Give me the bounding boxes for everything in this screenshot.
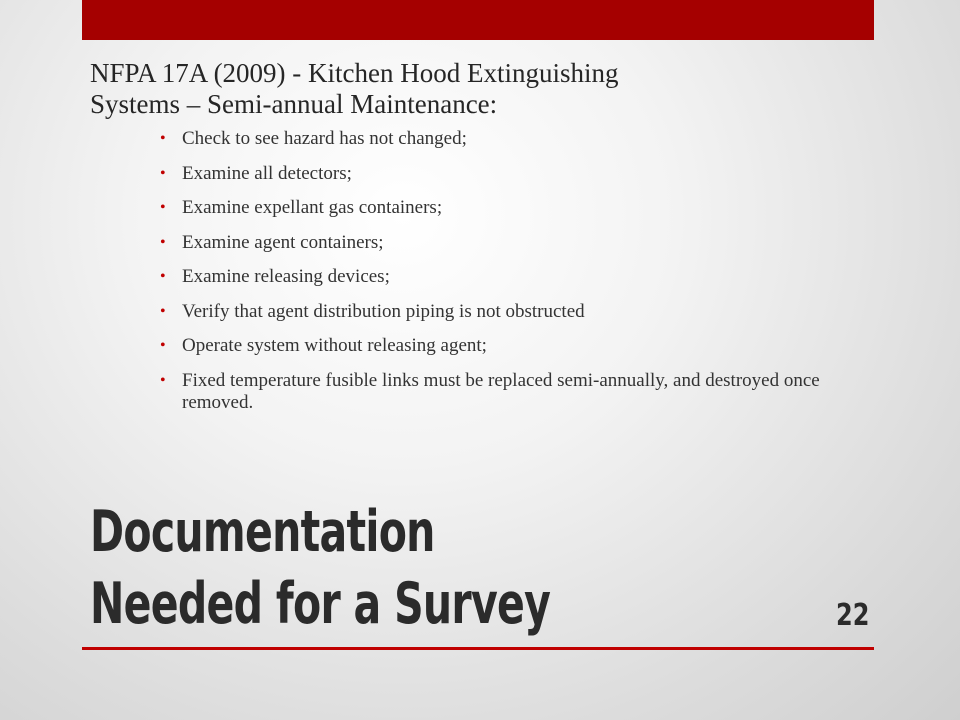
- slide-body: [90, 58, 870, 426]
- bullet-icon: •: [160, 337, 166, 354]
- list-item-text: Operate system without releasing agent;: [182, 335, 487, 356]
- list-item: [160, 128, 870, 150]
- bullet-icon: •: [160, 371, 166, 389]
- slide-title-line-1: Documentation: [90, 499, 435, 565]
- list-item-text: Examine releasing devices;: [182, 266, 390, 287]
- slide-number: 22: [836, 598, 870, 633]
- bullet-icon: •: [160, 268, 166, 285]
- list-item: [160, 197, 870, 219]
- list-item: [160, 370, 870, 414]
- top-accent-bar: [82, 0, 874, 40]
- bullet-icon: •: [160, 233, 166, 251]
- list-item-text: Examine all detectors;: [182, 162, 352, 184]
- bullet-icon: •: [160, 199, 166, 216]
- list-item-text: Verify that agent distribution piping is not obstructed: [182, 300, 585, 322]
- list-item: [160, 266, 870, 288]
- list-item-text: Examine agent containers;: [182, 231, 384, 253]
- intro-heading: [90, 58, 870, 120]
- bullet-icon: •: [160, 130, 166, 147]
- list-item-text: Check to see hazard has not changed;: [182, 128, 467, 149]
- maintenance-list: [90, 128, 870, 414]
- list-item: [160, 301, 870, 323]
- list-item: [160, 335, 870, 357]
- slide-title-line-2: Needed for a Survey: [90, 571, 551, 637]
- intro-line-1: NFPA 17A (2009) - Kitchen Hood Extinguishing: [90, 58, 619, 88]
- list-item: [160, 163, 870, 185]
- list-item-text: Examine expellant gas containers;: [182, 197, 443, 218]
- slide-title: [90, 496, 608, 640]
- intro-line-2: Systems – Semi-annual Maintenance:: [90, 89, 498, 119]
- list-item-text: Fixed temperature fusible links must be replaced semi-annually, and destroyed once removed.: [182, 369, 820, 413]
- list-item: [160, 232, 870, 254]
- bullet-icon: •: [160, 302, 166, 320]
- bullet-icon: •: [160, 164, 166, 182]
- title-underline: [82, 647, 874, 650]
